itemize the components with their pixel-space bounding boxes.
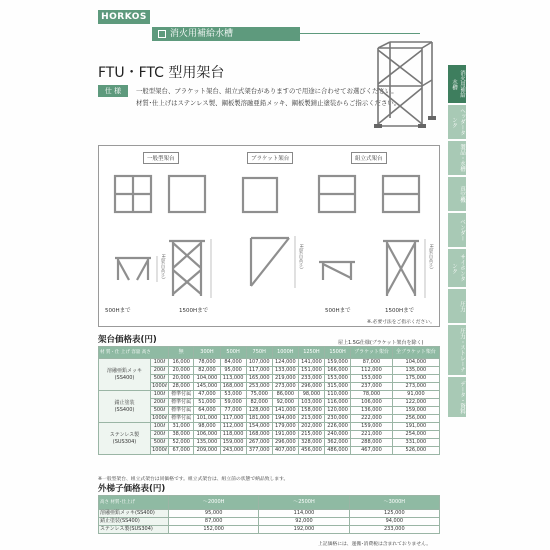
price-cell: 47,000 <box>194 391 220 399</box>
price-cell: 16,000 <box>169 359 194 367</box>
price-cell: 377,000 <box>246 447 272 455</box>
price-cell: 194,000 <box>272 415 298 423</box>
price-cell: 53,000 <box>220 391 246 399</box>
price-cell: 136,000 <box>351 407 393 415</box>
price-cell: 92,000 <box>272 399 298 407</box>
price-column-header: 無 <box>169 347 194 359</box>
price-cell: 240,000 <box>325 431 351 439</box>
price-cell: 159,000 <box>351 423 393 431</box>
ladder-column-header: 〜2500H <box>259 496 349 510</box>
price-cell: 110,000 <box>325 391 351 399</box>
price-column-header: 1500H <box>325 347 351 359</box>
price-cell: 407,000 <box>272 447 298 455</box>
price-cell: 209,000 <box>194 447 220 455</box>
table-row <box>99 375 440 383</box>
drawing-label-general: 一般型架台 <box>143 152 179 164</box>
price-cell: 296,000 <box>298 383 324 391</box>
capacity-cell: 500ℓ <box>151 375 169 383</box>
ladder-material-cell: 溶融亜鉛メッキ(SS400) <box>99 510 169 518</box>
ladder-price-cell: 114,000 <box>259 510 349 518</box>
stand-line-drawings <box>99 146 441 328</box>
price-cell: 215,000 <box>298 431 324 439</box>
price-cell: 191,000 <box>272 431 298 439</box>
price-cell: 38,000 <box>169 431 194 439</box>
price-cell: 253,000 <box>246 383 272 391</box>
price-cell: 331,000 <box>392 439 439 447</box>
price-cell: 31,000 <box>169 423 194 431</box>
price-cell: 166,000 <box>325 367 351 375</box>
ladder-price-cell: 95,000 <box>169 510 259 518</box>
capacity-cell: 200ℓ <box>151 399 169 407</box>
price-cell: 222,000 <box>351 415 393 423</box>
drawing-label-assembly: 組立式架台 <box>351 152 387 164</box>
price-cell: 103,000 <box>298 399 324 407</box>
spec-line-1: 一般型架台、ブラケット架台、組立式架台がありますので用途に合わせてお選びください。 <box>136 87 398 95</box>
price-cell: 75,000 <box>246 391 272 399</box>
price-cell: 98,000 <box>298 391 324 399</box>
capacity-cell: 500ℓ <box>151 439 169 447</box>
price-cell: 145,000 <box>194 383 220 391</box>
price-cell: 104,000 <box>392 359 439 367</box>
price-cell: 221,000 <box>351 431 393 439</box>
ladder-material-cell: ステンレス製(SUS304) <box>99 526 169 534</box>
side-nav-item[interactable]: サイホンタンク <box>448 249 466 287</box>
price-cell: 77,000 <box>220 407 246 415</box>
table-row <box>99 415 440 423</box>
price-cell: 141,000 <box>272 407 298 415</box>
price-cell: 153,000 <box>325 375 351 383</box>
table-row <box>99 407 440 415</box>
side-nav-item[interactable]: 圧力・ストレーナ <box>448 325 466 375</box>
price-cell: 362,000 <box>325 439 351 447</box>
price-cell: 20,000 <box>169 375 194 383</box>
price-cell: 159,000 <box>220 439 246 447</box>
side-nav-item[interactable]: 消火用補給水槽 <box>448 65 466 103</box>
material-cell: ステンレス製 (SUS304) <box>99 423 151 455</box>
price-table-corner: 材 質・仕 上げ 容量 高さ <box>99 347 169 359</box>
price-cell: 59,000 <box>220 399 246 407</box>
price-cell: 101,000 <box>194 415 220 423</box>
category-label: 消火用補給水槽 <box>170 29 234 39</box>
price-cell: 191,000 <box>392 423 439 431</box>
capacity-cell: 100ℓ <box>151 359 169 367</box>
price-cell: 67,000 <box>169 447 194 455</box>
table-row <box>99 447 440 455</box>
price-cell: 82,000 <box>246 399 272 407</box>
price-column-header: 750H <box>246 347 272 359</box>
category-bar <box>152 27 300 41</box>
price-cell: 456,000 <box>298 447 324 455</box>
price-cell: 273,000 <box>392 383 439 391</box>
ladder-material-cell: 錆止塗装(SS400) <box>99 518 169 526</box>
price-cell: 112,000 <box>220 423 246 431</box>
price-cell: 122,000 <box>392 399 439 407</box>
drawing-label-bracket: ブラケット架台 <box>247 152 293 164</box>
caption-1500h-assembly: 1500Hまで <box>385 308 415 314</box>
table-row <box>99 518 440 526</box>
price-cell: 267,000 <box>246 439 272 447</box>
price-cell: 296,000 <box>272 439 298 447</box>
ladder-price-cell: 125,000 <box>349 510 439 518</box>
price-cell: 106,000 <box>194 431 220 439</box>
ladder-table-footnote: 上記価格には、運搬･消費税は含まれておりません。 <box>318 542 432 547</box>
ladder-column-header: 〜2000H <box>169 496 259 510</box>
price-cell: 117,000 <box>220 415 246 423</box>
price-cell: 86,000 <box>272 391 298 399</box>
spec-line-2: 材質･仕上げはステンレス製、鋼板製溶融亜鉛メッキ、鋼板製錆止塗装からご指示ください。 <box>136 99 401 107</box>
dimension-label-bracket: H(架台高さ) <box>298 244 303 269</box>
grade-cell: 標準付属 <box>169 415 194 423</box>
side-nav-item[interactable]: 製品・水槽 <box>448 141 466 175</box>
price-cell: 243,000 <box>220 447 246 455</box>
table-row <box>99 399 440 407</box>
price-cell: 87,000 <box>351 359 393 367</box>
price-cell: 165,000 <box>246 375 272 383</box>
price-cell: 120,000 <box>325 407 351 415</box>
ladder-price-cell: 152,000 <box>169 526 259 534</box>
price-cell: 202,000 <box>298 423 324 431</box>
price-cell: 288,000 <box>351 439 393 447</box>
table-row <box>99 439 440 447</box>
price-cell: 104,000 <box>194 375 220 383</box>
drawing-note: ※.必要寸法をご指示ください。 <box>367 320 435 325</box>
price-cell: 113,000 <box>220 375 246 383</box>
capacity-cell: 1000ℓ <box>152 415 167 421</box>
price-cell: 159,000 <box>392 407 439 415</box>
table-row <box>99 423 440 431</box>
ladder-price-table <box>98 495 440 534</box>
price-cell: 159,000 <box>325 359 351 367</box>
caption-500h-assembly: 500Hまで <box>325 308 351 314</box>
capacity-cell: 500ℓ <box>151 407 169 415</box>
price-cell: 133,000 <box>272 367 298 375</box>
price-cell: 230,000 <box>325 415 351 423</box>
price-cell: 315,000 <box>325 383 351 391</box>
capacity-cell: 200ℓ <box>151 431 169 439</box>
stand-drawings <box>98 145 440 327</box>
price-cell: 95,000 <box>220 367 246 375</box>
price-column-header: 1000H <box>272 347 298 359</box>
capacity-cell: 200ℓ <box>151 367 169 375</box>
price-cell: 78,000 <box>194 359 220 367</box>
price-column-header: 全ブラケット架台 <box>392 347 439 359</box>
page-title: FTU・FTC 型用架台 <box>98 65 225 81</box>
price-cell: 117,000 <box>246 367 272 375</box>
price-cell: 64,000 <box>194 407 220 415</box>
price-table-note: 屋上1.5G仕様(ブラケット架台を除く) <box>338 340 424 346</box>
category-square-icon <box>158 30 166 38</box>
price-column-header: 500H <box>220 347 246 359</box>
capacity-cell: 100ℓ <box>151 423 169 431</box>
material-cell: 錆止塗装 (SS400) <box>99 391 151 423</box>
price-cell: 179,000 <box>272 423 298 431</box>
price-cell: 254,000 <box>392 431 439 439</box>
price-cell: 78,000 <box>351 391 393 399</box>
section-side-nav <box>448 65 466 419</box>
price-cell: 213,000 <box>298 415 324 423</box>
side-nav-item[interactable]: 真空機 <box>448 177 466 211</box>
side-nav-item[interactable]: 圧力 <box>448 289 466 323</box>
price-cell: 237,000 <box>351 383 393 391</box>
table-row <box>99 510 440 518</box>
price-cell: 219,000 <box>272 375 298 383</box>
price-cell: 91,000 <box>392 391 439 399</box>
price-cell: 82,000 <box>194 367 220 375</box>
table-row <box>99 526 440 534</box>
side-nav-item[interactable]: データ・資料 <box>448 377 466 417</box>
price-cell: 175,000 <box>392 375 439 383</box>
grade-cell: 標準付属 <box>169 391 194 399</box>
ladder-price-cell: 233,000 <box>349 526 439 534</box>
price-cell: 181,000 <box>246 415 272 423</box>
table-row <box>99 431 440 439</box>
caption-1500h-general: 1500Hまで <box>179 308 209 314</box>
side-nav-item[interactable]: ヘッダータンク <box>448 105 466 139</box>
price-cell: 52,000 <box>169 439 194 447</box>
material-cell: 溶融亜鉛メッキ (SS400) <box>99 359 151 391</box>
price-cell: 233,000 <box>298 375 324 383</box>
price-cell: 153,000 <box>351 375 393 383</box>
price-table-title: 架台価格表(円) <box>98 335 157 345</box>
price-cell: 154,000 <box>246 423 272 431</box>
capacity-cell: 100ℓ <box>151 391 169 399</box>
price-cell: 84,000 <box>220 359 246 367</box>
price-cell: 273,000 <box>272 383 298 391</box>
table-row <box>99 391 440 399</box>
ladder-price-cell: 192,000 <box>259 526 349 534</box>
price-cell: 486,000 <box>325 447 351 455</box>
ladder-table-corner: 高さ 材質･仕上げ <box>99 496 169 510</box>
capacity-cell: 1000ℓ <box>152 383 167 389</box>
price-column-header: ブラケット架台 <box>351 347 393 359</box>
price-cell: 124,000 <box>272 359 298 367</box>
price-cell: 135,000 <box>194 439 220 447</box>
price-cell: 168,000 <box>220 383 246 391</box>
brand-logo: HORKOS <box>98 10 150 24</box>
price-cell: 128,000 <box>246 407 272 415</box>
price-cell: 112,000 <box>351 367 393 375</box>
dimension-label-general: H(架台高さ) <box>160 254 165 279</box>
price-cell: 158,000 <box>298 407 324 415</box>
price-column-header: 300H <box>194 347 220 359</box>
dimension-label-assembly: H(架台高さ) <box>428 244 433 269</box>
price-table-footnote: ※一般型架台、組立式架台は同価格です。組立式架台は、組立前の状態で納品致します。 <box>98 477 289 482</box>
ladder-table-title: 外梯子価格表(円) <box>98 484 166 494</box>
price-cell: 118,000 <box>220 431 246 439</box>
tower-stand-illustration <box>368 38 438 136</box>
table-row <box>99 367 440 375</box>
caption-500h-general: 500Hまで <box>105 308 131 314</box>
capacity-cell: 1000ℓ <box>152 447 167 453</box>
grade-cell: 標準付属 <box>169 407 194 415</box>
price-cell: 107,000 <box>246 359 272 367</box>
price-cell: 226,000 <box>325 423 351 431</box>
category-rule <box>300 33 420 34</box>
price-column-header: 1250H <box>298 347 324 359</box>
side-nav-item[interactable]: ベンダー <box>448 213 466 247</box>
price-cell: 256,000 <box>392 415 439 423</box>
price-cell: 51,000 <box>194 399 220 407</box>
ladder-price-cell: 87,000 <box>169 518 259 526</box>
price-cell: 106,000 <box>351 399 393 407</box>
price-cell: 116,000 <box>325 399 351 407</box>
stand-price-table <box>98 346 440 455</box>
table-row <box>99 359 440 367</box>
price-cell: 526,000 <box>392 447 439 455</box>
grade-cell: 標準付属 <box>169 399 194 407</box>
price-cell: 98,000 <box>194 423 220 431</box>
price-cell: 328,000 <box>298 439 324 447</box>
spec-badge: 仕 様 <box>98 85 128 97</box>
price-cell: 168,000 <box>246 431 272 439</box>
price-cell: 28,000 <box>169 383 194 391</box>
price-cell: 20,000 <box>169 367 194 375</box>
price-cell: 135,000 <box>392 367 439 375</box>
price-cell: 141,000 <box>298 359 324 367</box>
price-cell: 467,000 <box>351 447 393 455</box>
ladder-price-cell: 94,000 <box>349 518 439 526</box>
ladder-price-cell: 92,000 <box>259 518 349 526</box>
table-row <box>99 383 440 391</box>
price-cell: 151,000 <box>298 367 324 375</box>
ladder-column-header: 〜3000H <box>349 496 439 510</box>
